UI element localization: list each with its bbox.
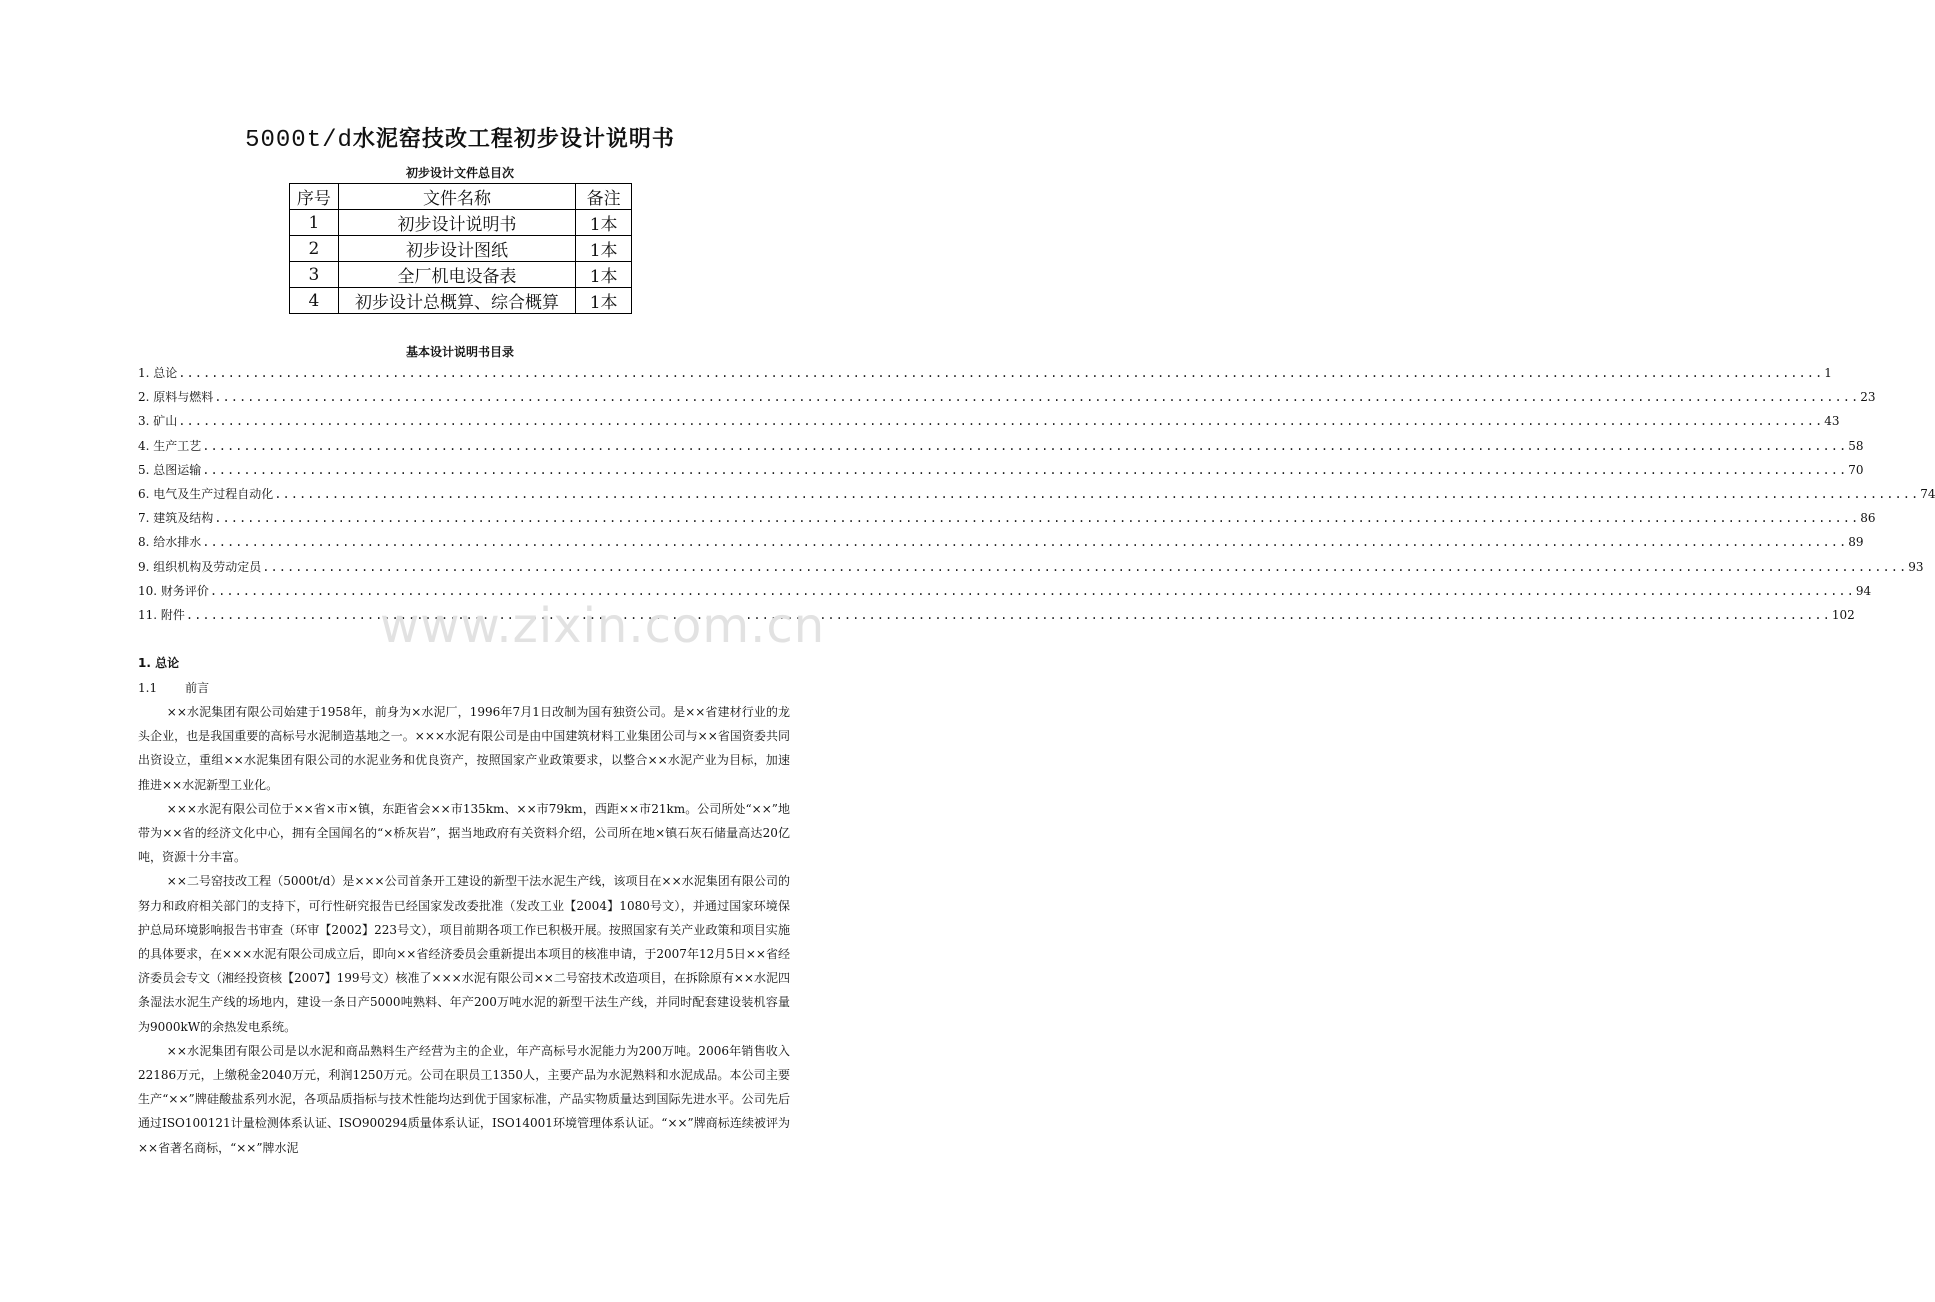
table-cell: 全厂机电设备表 [338, 262, 576, 288]
document-title [0, 122, 920, 154]
subsection-heading [138, 679, 209, 696]
toc-page: 102 [1831, 607, 1855, 622]
paragraph: ×××水泥有限公司位于××省×市×镇，东距省会××市135km、××市79km，西距××市21km。公司所处“××”地带为××省的经济文化中心，拥有全国闻名的“×桥灰岩”，据当地政府有关资料介绍，公司所在地×镇石灰石储量高达20亿吨，资源十分丰富。 [138, 801, 790, 865]
paragraph: ××水泥集团有限公司是以水泥和商品熟料生产经营为主的企业，年产高标号水泥能力为200万吨。2006年销售收入22186万元，上缴税金2040万元，利润1250万元。公司在职员工1350人，主要产品为水泥熟料和水泥成品。本公司主要生产“××”牌硅酸盐系列水泥，各项品质指标与技术性能均达到优于国家标准，产品实物质量达到国际先进水平。公司先后通过ISO100121计量检测体系认证、ISO900294质量体系认证，ISO14001环境管理体系认证。“××”牌商标连续被评为××省著名商标，“××”牌水泥 [138, 1043, 790, 1155]
table-cell: 1本 [576, 262, 632, 288]
toc-entry[interactable] [138, 558, 1924, 582]
title-prefix: 5000t/d [245, 127, 353, 154]
toc-page: 93 [1908, 559, 1924, 574]
toc-leader: ........................................................................................................................................................................................................ [178, 414, 1824, 429]
toc-caption: 基本设计说明书目录 [405, 345, 514, 359]
table-cell: 3 [290, 262, 339, 288]
toc-entry[interactable] [138, 412, 1840, 436]
table-cell: 初步设计说明书 [338, 210, 576, 236]
table-cell: 2 [290, 236, 339, 262]
toc-label: 3. 矿山 [138, 414, 178, 429]
toc-leader: ........................................................................................................................................................................................................ [178, 366, 1824, 380]
paragraph: ××水泥集团有限公司始建于1958年，前身为×水泥厂，1996年7月1日改制为国有独资公司。是××省建材行业的龙头企业，也是我国重要的高标号水泥制造基地之一。×××水泥有限公司是由中国建筑材料工业集团公司与××省国资委共同出资设立，重组××水泥集团有限公司的水泥业务和优良资产，按照国家产业政策要求，以整合××水泥产业为目标，加速推进××水泥新型工业化。 [138, 705, 790, 792]
table-cell: 1本 [576, 288, 632, 314]
toc-leader: ........................................................................................................................................................................................................ [202, 462, 1848, 477]
toc-entry[interactable] [138, 388, 1876, 412]
section-heading: 1. 总论 [138, 656, 180, 670]
table-row [290, 288, 632, 314]
toc-page: 86 [1860, 511, 1876, 526]
header-cell: 文件名称 [338, 184, 576, 210]
table-cell: 初步设计总概算、综合概算 [338, 288, 576, 314]
toc-entry[interactable] [138, 461, 1864, 485]
toc-leader: ........................................................................................................................................................................................................ [262, 559, 1908, 574]
toc-page: 58 [1848, 438, 1864, 453]
toc-label: 6. 电气及生产过程自动化 [138, 486, 274, 501]
toc-entry[interactable] [138, 437, 1864, 461]
table-row [290, 262, 632, 288]
toc-label: 9. 组织机构及劳动定员 [138, 559, 262, 574]
watermark: www.zixin.com.cn [380, 598, 826, 654]
toc-leader: ........................................................................................................................................................................................................ [214, 511, 1860, 526]
toc-leader: ........................................................................................................................................................................................................ [202, 535, 1848, 550]
section-body [138, 700, 790, 1160]
toc-leader: ........................................................................................................................................................................................................ [274, 486, 1920, 501]
files-table-caption: 初步设计文件总目次 [405, 166, 514, 180]
toc-entry[interactable] [138, 364, 1832, 388]
toc-leader: ........................................................................................................................................................................................................ [209, 583, 1855, 598]
table-row [290, 210, 632, 236]
table-row [290, 236, 632, 262]
paragraph: ××二号窑技改工程（5000t/d）是×××公司首条开工建设的新型干法水泥生产线，该项目在××水泥集团有限公司的努力和政府相关部门的支持下，可行性研究报告已经国家发改委批准（发改工业【2004】1080号文），并通过国家环境保护总局环境影响报告书审查（环审【2002】223号文），项目前期各项工作已积极开展。按照国家有关产业政策和项目实施的具体要求，在×××水泥有限公司成立后，即向××省经济委员会重新提出本项目的核准申请，于2007年12月5日××省经济委员会专文（湘经投资核【2007】199号文）核准了×××水泥有限公司××二号窑技术改造项目，在拆除原有××水泥四条湿法水泥生产线的场地内，建设一条日产5000吨熟料、年产200万吨水泥的新型干法生产线，并同时配套建设装机容量为9000kW的余热发电系统。 [138, 874, 790, 1034]
toc-leader: ........................................................................................................................................................................................................ [185, 607, 1831, 622]
table-cell: 1本 [576, 236, 632, 262]
files-table-header [290, 184, 632, 210]
title-main: 水泥窑技改工程初步设计说明书 [352, 127, 675, 152]
table-cell: 1 [290, 210, 339, 236]
toc-label: 7. 建筑及结构 [138, 511, 214, 526]
header-cell: 序号 [290, 184, 339, 210]
toc-leader: ........................................................................................................................................................................................................ [214, 390, 1860, 405]
header-cell: 备注 [576, 184, 632, 210]
toc-page: 94 [1855, 583, 1872, 598]
toc-label: 2. 原料与燃料 [138, 390, 214, 405]
toc-page: 89 [1848, 535, 1864, 550]
toc-label: 10. 财务评价 [138, 583, 209, 598]
table-cell: 初步设计图纸 [338, 236, 576, 262]
toc-entry[interactable] [138, 485, 1935, 509]
toc-page: 43 [1824, 414, 1840, 429]
toc-label: 8. 给水排水 [138, 535, 202, 550]
toc-page: 70 [1848, 462, 1864, 477]
toc-label: 11. 附件 [138, 607, 185, 622]
toc-entry[interactable] [138, 509, 1876, 533]
table-cell: 1本 [576, 210, 632, 236]
toc-label: 4. 生产工艺 [138, 438, 202, 453]
subsection-number: 1.1 [138, 681, 158, 695]
toc-entry[interactable] [138, 533, 1864, 557]
toc-label: 1. 总论 [138, 366, 178, 380]
table-cell: 4 [290, 288, 339, 314]
toc-page: 1 [1824, 366, 1832, 380]
toc-label: 5. 总图运输 [138, 462, 202, 477]
toc-page: 74 [1920, 486, 1935, 501]
toc-page: 23 [1860, 390, 1876, 405]
files-table [289, 183, 632, 314]
subsection-title: 前言 [185, 681, 210, 695]
toc-leader: ........................................................................................................................................................................................................ [202, 438, 1848, 453]
